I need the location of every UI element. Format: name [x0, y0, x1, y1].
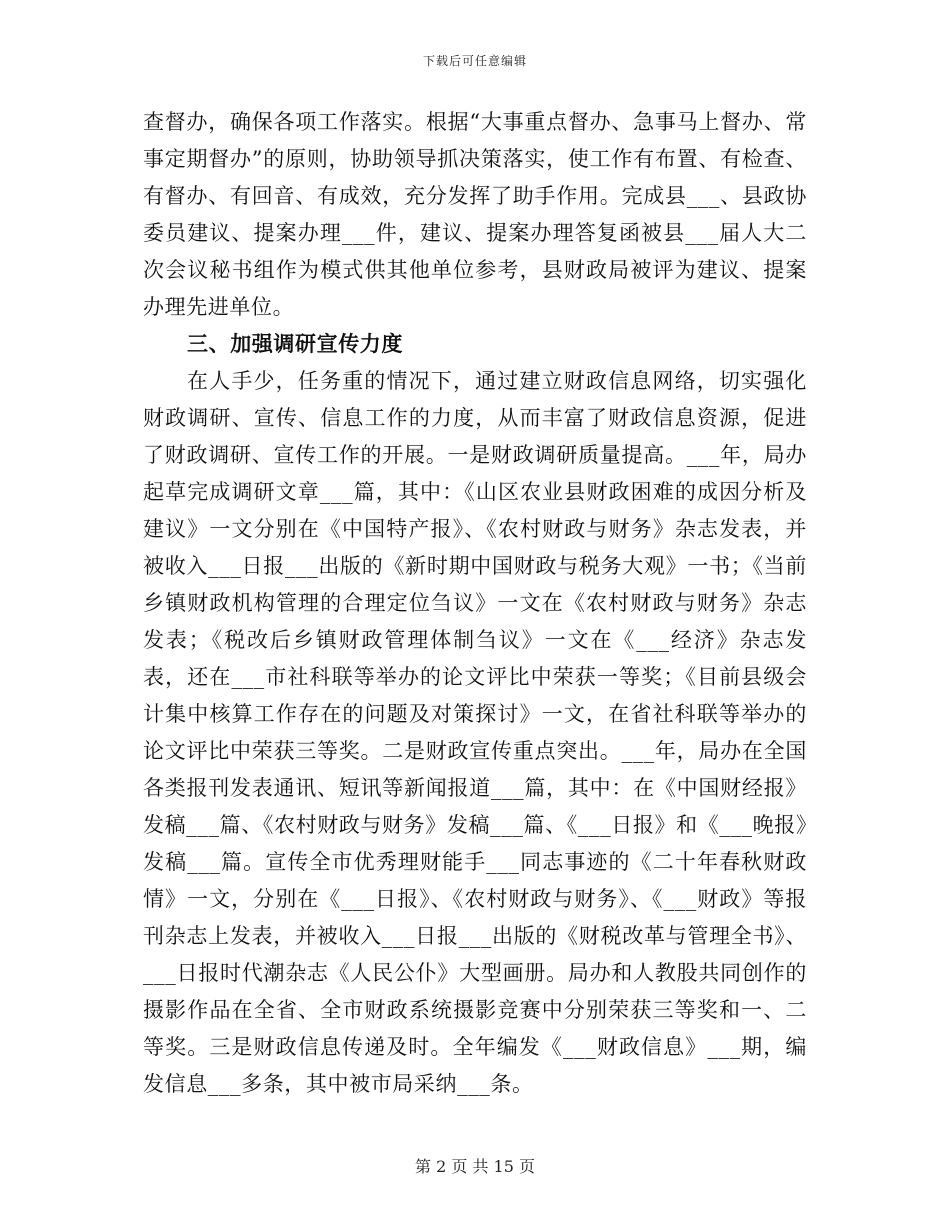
paragraph-continued: 查督办，确保各项工作落实。根据“大事重点督办、急事马上督办、常事定期督办”的原则，协助领导抓决策落实，使工作有布置、有检查、有督办、有回音、有成效，充分发挥了助手作用。完成县___、县政协委员建议、提案办理___件，建议、提案办理答复函被县___届人大二次会议秘书组作为模式供其他单位参考，县财政局被评为建议、提案办理先进单位。: [143, 110, 807, 319]
page-header: 下载后可任意编辑: [422, 54, 527, 68]
section-heading-research-publicity: 三、加强调研宣传力度: [187, 332, 403, 356]
page-number: 第 2 页 共 15 页: [415, 1157, 535, 1176]
paragraph-research-publicity: 在人手少，任务重的情况下，通过建立财政信息网络，切实强化财政调研、宣传、信息工作的力度，从而丰富了财政信息资源，促进了财政调研、宣传工作的开展。一是财政调研质量提高。___年，局办起草完成调研文章___篇，其中：《山区农业县财政困难的成因分析及建议》一文分别在《中国特产报》、《农村财政与财务》杂志发表，并被收入___日报___出版的《新时期中国财政与税务大观》一书；《当前乡镇财政机构管理的合理定位刍议》一文在《农村财政与财务》杂志发表；《税改后乡镇财政管理体制刍议》一文在《___经济》杂志发表，还在___市社科联等举办的论文评比中荣获一等奖；《目前县级会计集中核算工作存在的问题及对策探讨》一文，在省社科联等举办的论文评比中荣获三等奖。二是财政宣传重点突出。___年，局办在全国各类报刊发表通讯、短讯等新闻报道___篇，其中：在《中国财经报》发稿___篇、《农村财政与财务》发稿___篇、《___日报》和《___晚报》发稿___篇。宣传全市优秀理财能手___同志事迹的《二十年春秋财政情》一文，分别在《___日报》、《农村财政与财务》、《___财政》等报刊杂志上发表，并被收入___日报___出版的《财税改革与管理全书》、___日报时代潮杂志《人民公仆》大型画册。局办和人教股共同创作的摄影作品在全省、全市财政系统摄影竞赛中分别荣获三等奖和一、二等奖。三是财政信息传递及时。全年编发《___财政信息》___期，编发信息___多条，其中被市局采纳___条。: [143, 369, 807, 1096]
document-body: [143, 104, 807, 1103]
